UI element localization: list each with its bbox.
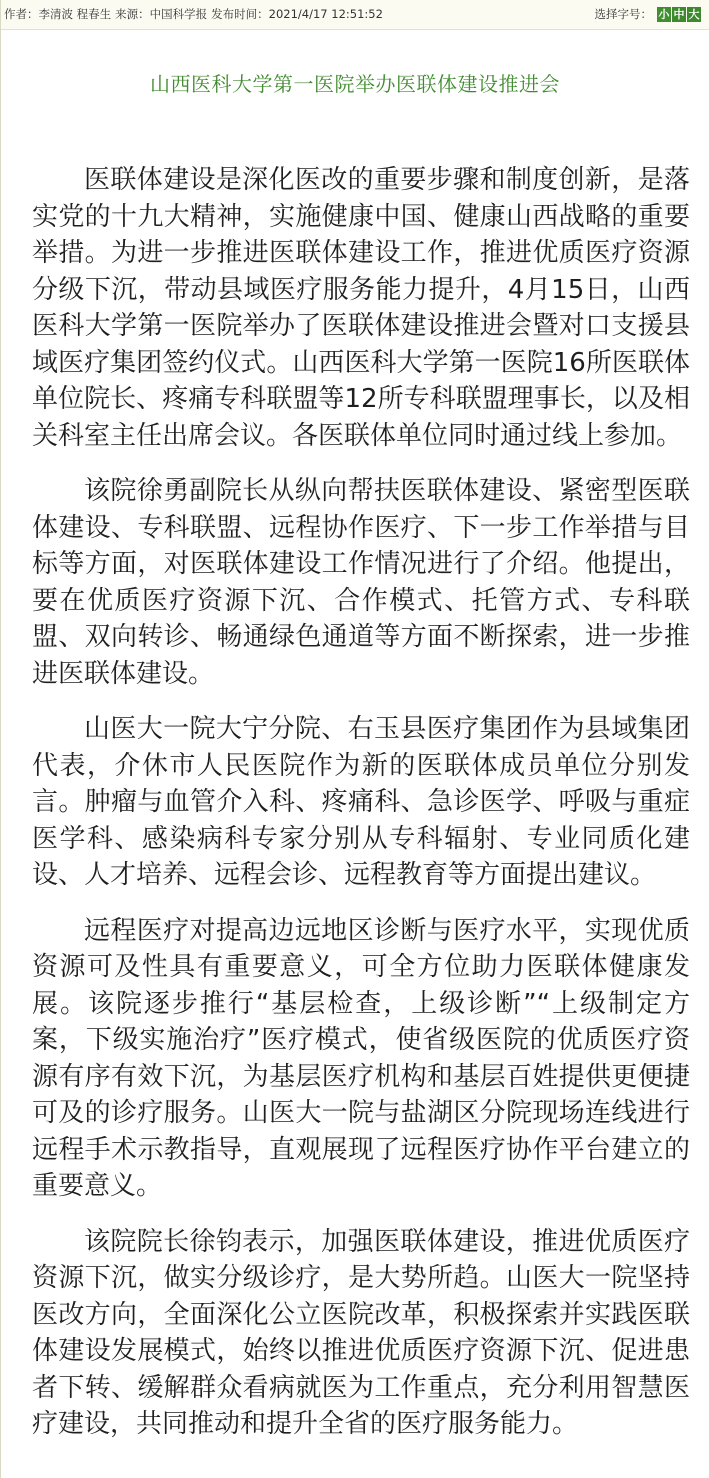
font-size-large-button[interactable]: 大 <box>688 8 700 21</box>
font-size-selector <box>595 0 702 29</box>
article-paragraph: 该院徐勇副院长从纵向帮扶医联体建设、紧密型医联体建设、专科联盟、远程协作医疗、下一步工作举措与目标等方面，对医联体建设工作情况进行了介绍。他提出，要在优质医疗资源下沉、合作模式、托管方式、专科联盟、双向转诊、畅通绿色通道等方面不断探索，进一步推进医联体建设。 <box>32 476 690 689</box>
article-source: 来源：中国科学报 <box>115 7 208 21</box>
article-body <box>32 162 690 1462</box>
font-size-medium-button[interactable]: 中 <box>673 8 685 21</box>
article-paragraph: 远程医疗对提高边远地区诊断与医疗水平，实现优质资源可及性具有重要意义，可全方位助力医联体健康发展。该院逐步推行“基层检查，上级诊断”“上级制定方案，下级实施治疗”医疗模式，使省级医院的优质医疗资源有序有效下沉，为基层医疗机构和基层百姓提供更便捷可及的诊疗服务。山医大一院与盐湖区分院现场连线进行远程手术示教指导，直观展现了远程医疗协作平台建立的重要意义。 <box>32 915 690 1201</box>
font-size-small-button[interactable]: 小 <box>658 8 670 21</box>
article-paragraph: 山医大一院大宁分院、右玉县医疗集团作为县域集团代表，介休市人民医院作为新的医联体成员单位分别发言。肿瘤与血管介入科、疼痛科、急诊医学、呼吸与重症医学科、感染病科专家分别从专科辐射、专业同质化建设、人才培养、远程会诊、远程教育等方面提出建议。 <box>32 714 690 890</box>
article-meta-bar <box>1 0 709 30</box>
article-author: 作者：李清波 程春生 <box>4 7 112 21</box>
article-paragraph: 医联体建设是深化医改的重要步骤和制度创新，是落实党的十九大精神，实施健康中国、健康山西战略的重要举措。为进一步推进医联体建设工作，推进优质医疗资源分级下沉，带动县域医疗服务能力提升，4月15日，山西医科大学第一医院举办了医联体建设推进会暨对口支援县域医疗集团签约仪式。山西医科大学第一医院16所医联体单位院长、疼痛专科联盟等12所专科联盟理事长，以及相关科室主任出席会议。各医联体单位同时通过线上参加。 <box>32 165 690 451</box>
article-title: 山西医科大学第一医院举办医联体建设推进会 <box>150 72 560 96</box>
article-meta <box>4 0 387 29</box>
article-published-time: 发布时间：2021/4/17 12:51:52 <box>211 7 383 21</box>
article-paragraph: 该院院长徐钧表示，加强医联体建设，推进优质医疗资源下沉，做实分级诊疗，是大势所趋。山医大一院坚持医改方向，全面深化公立医院改革，积极探索并实践医联体建设发展模式，始终以推进优质医疗资源下沉、促进患者下转、缓解群众看病就医为工作重点，充分利用智慧医疗建设，共同推动和提升全省的医疗服务能力。 <box>32 1226 690 1439</box>
font-size-label: 选择字号： <box>594 7 652 21</box>
